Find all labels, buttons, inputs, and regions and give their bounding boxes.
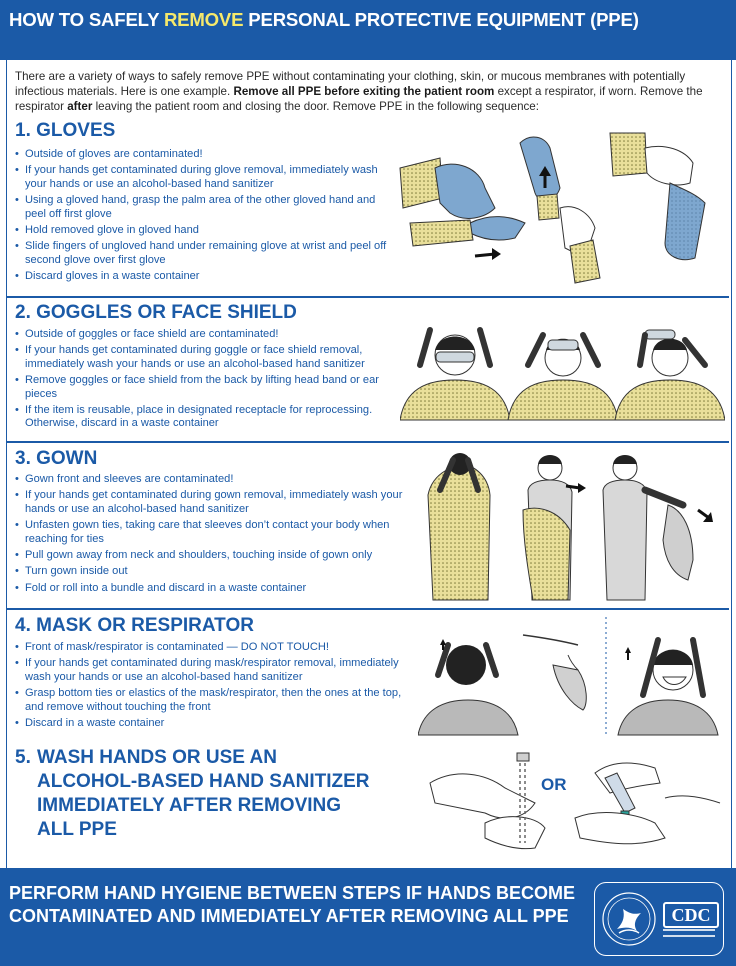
list-item: • Remove goggles or face shield from the back by lifting head band or ear pieces (15, 374, 400, 401)
page-title (9, 9, 639, 31)
cdc-tagline-line (663, 935, 715, 937)
figure-goggles-2 (508, 335, 618, 420)
gloves-illustration (395, 128, 725, 288)
mask-bullet-list (15, 641, 410, 733)
sleeve-icon (570, 240, 600, 283)
list-item: • If your hands get contaminated during glove removal, immediately wash your hands or use an alcohol-based hand sanitizer (15, 164, 390, 191)
removed-glove-icon (665, 183, 705, 260)
mask-illustration (418, 615, 723, 737)
title-prefix: HOW TO SAFELY (9, 9, 164, 30)
wash-text: WASH HANDS OR USE AN (37, 747, 277, 768)
figure-gown-3 (603, 455, 713, 600)
section-wash-title (15, 746, 370, 842)
header-bar (0, 0, 736, 60)
list-item: • Unfasten gown ties, taking care that sleeves don’t contact your body when reaching for ties (15, 519, 415, 546)
list-item: • If your hands get contaminated during goggle or face shield removal, immediately wash your hands or use an alcohol-based hand sanitizer (15, 344, 400, 371)
figure-gown-2 (523, 455, 586, 600)
wash-line-2: ALCOHOL-BASED HAND SANITIZER (37, 771, 370, 792)
intro-text-2: except a respirator, if worn. Remove the respirator (15, 85, 703, 113)
washing-hands-icon (430, 753, 545, 849)
figure-gown-1 (428, 453, 490, 600)
peeled-glove-icon (520, 137, 560, 201)
section-gown-title: 3. GOWN (15, 448, 98, 469)
cdc-tagline-line (663, 929, 715, 931)
section-divider (7, 296, 729, 298)
section-goggles-title: 2. GOGGLES OR FACE SHIELD (15, 302, 297, 323)
list-item: • Outside of goggles or face shield are contaminated! (15, 328, 400, 341)
title-suffix: PERSONAL PROTECTIVE EQUIPMENT (PPE) (243, 9, 639, 30)
figure-goggles-1 (400, 330, 510, 420)
list-item: • If your hands get contaminated during gown removal, immediately wash your hands or use an alcohol-based hand sanitizer (15, 489, 415, 516)
hand-hygiene-illustration (425, 743, 725, 863)
list-item: • Discard gloves in a waste container (15, 270, 390, 283)
sleeve-icon (537, 194, 559, 220)
list-item: • Discard in a waste container (15, 717, 410, 730)
list-item: • If your hands get contaminated during mask/respirator removal, immediately wash your hands or use an alcohol-based hand sanitizer (15, 657, 410, 684)
goggles-illustration (400, 320, 725, 425)
figure-mask-2 (523, 635, 586, 710)
intro-text-1: There are a variety of ways to safely remove PPE without contaminating your clothing, skin, or mucous membranes with potentially infectious materials. Here is one example. (15, 70, 686, 98)
list-item: • Grasp bottom ties or elastics of the mask/respirator, then the ones at the top, and remove without touching the front (15, 687, 410, 714)
list-item: • Pull gown away from neck and shoulders, touching inside of gown only (15, 549, 415, 562)
wash-line-3: IMMEDIATELY AFTER REMOVING (37, 795, 342, 816)
goggles-bullet-list (15, 328, 400, 434)
intro-bold-1: Remove all PPE before exiting the patient room (233, 85, 495, 98)
gloves-bullet-list (15, 148, 390, 287)
intro-paragraph (15, 69, 723, 114)
figure-mask-3 (618, 640, 718, 735)
list-item: • Hold removed glove in gloved hand (15, 224, 390, 237)
step-number: 5. (15, 747, 31, 768)
cdc-logo (594, 882, 724, 956)
arrow-head-icon (492, 248, 501, 260)
figure-goggles-3 (615, 330, 725, 420)
gloved-hand-icon (435, 164, 495, 218)
section-mask-title: 4. MASK OR RESPIRATOR (15, 615, 254, 636)
list-item: • Gown front and sleeves are contaminated! (15, 473, 415, 486)
or-label: OR (541, 775, 567, 794)
bare-hand-icon (645, 146, 693, 185)
intro-text-3: leaving the patient room and closing the door. Remove PPE in the following sequence: (92, 100, 539, 113)
list-item: • Fold or roll into a bundle and discard in a waste container (15, 582, 415, 595)
list-item: • Turn gown inside out (15, 565, 415, 578)
list-item: • If the item is reusable, place in designated receptacle for reprocessing. Otherwise, discard in a waste container (15, 404, 400, 431)
list-item: • Outside of gloves are contaminated! (15, 148, 390, 161)
section-gloves-title: 1. GLOVES (15, 120, 116, 141)
list-item: • Slide fingers of ungloved hand under remaining glove at wrist and peel off second glove over first glove (15, 240, 390, 267)
gown-bullet-list (15, 473, 415, 598)
figure-mask-1 (418, 639, 518, 735)
section-divider (7, 441, 729, 443)
wash-line-1 (15, 746, 370, 770)
sleeve-right-icon (410, 220, 473, 246)
list-item: • Front of mask/respirator is contaminated — DO NOT TOUCH! (15, 641, 410, 654)
intro-bold-2: after (67, 100, 93, 113)
list-item: • Using a gloved hand, grasp the palm area of the other gloved hand and peel off first glove (15, 194, 390, 221)
cdc-wordmark: CDC (671, 905, 711, 925)
wash-line-4: ALL PPE (37, 819, 117, 840)
gloved-hand-icon (470, 217, 525, 240)
title-highlight: REMOVE (163, 9, 244, 30)
gown-illustration (418, 450, 723, 605)
footer-message: PERFORM HAND HYGIENE BETWEEN STEPS IF HANDS BECOME CONTAMINATED AND IMMEDIATELY AFTER REMOVING ALL PPE (9, 883, 576, 926)
sleeve-left-icon (400, 158, 443, 208)
footer-bar (0, 868, 736, 966)
cdc-wordmark-box (663, 902, 719, 928)
section-divider (7, 608, 729, 610)
sanitizer-icon (575, 763, 720, 844)
sleeve-icon (610, 133, 647, 176)
